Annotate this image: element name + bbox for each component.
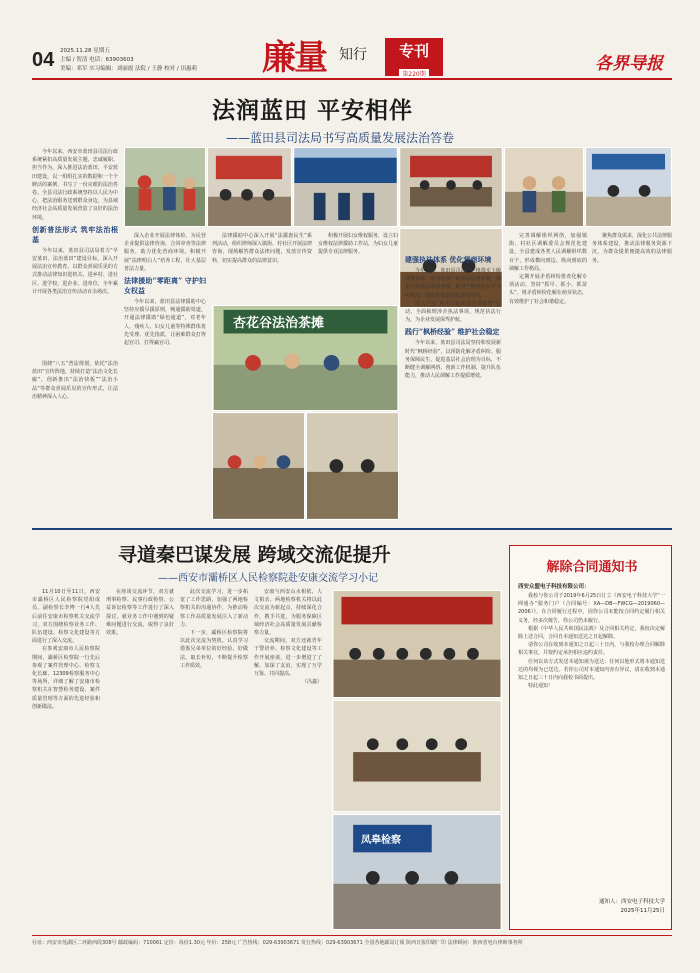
photo-villagers [306,412,399,520]
logo-subtext: 知行 [339,47,367,63]
notice-recipient: 西安众盟电子科技有限公司： [518,584,590,590]
notice-title: 解除合同通知书 [546,560,638,575]
article1-para: 深入开展“涉企行政执法专项监督”行动，全面梳理涉企执法事项，规范执法行为，为企业发展保驾护航。 [405,300,501,324]
photo-meeting-room [399,147,503,227]
newspaper-logo [262,30,382,80]
article2-para: 此次交流学习，进一步拓宽了工作思路，加强了两地检察机关的沟通协作，为推动检察工作高质量发展注入了新动力。 [180,589,248,628]
article1-subhead-b: 法律援助“零距离” 守护妇女权益 [124,276,206,296]
article1-column-3 [212,232,312,302]
notice-signer: 通知人：西安电子科技大学 [598,899,665,905]
footer-rule [32,935,672,936]
article1-para: 今年以来，蓝田县法律援助中心坚持应援尽援原则，畅通援助渠道，开通法律援助“绿色通道”，对老年人、残疾人、妇女儿童等特殊群体优先受理、优先指派，让困难群众打得起官司、打得赢官司。 [124,299,206,347]
article1-title: 法润蓝田 平安相伴 [212,97,414,124]
article1-subhead-c: 建强执法体系 优化营商环境 [405,255,492,264]
article1-para: 今年以来，蓝田县司法局严格落实上级部署要求，充分发挥行政执法监督职能，强化行政执法监督考核，推进严格规范公正文明执法，持续优化法治化营商环境。 [405,268,501,299]
article2-column-1 [32,588,100,928]
article1-para: 今年以来，蓝田县司法局着力“早安蓝田，法治蓝田”建设目标，深入开展法治宣传教育，以群众喜闻乐见的方式推动法律知识进机关、进乡村、进社区、进学校、进企业、进单位，全年累计开展各类法治宣传活动百余场次。 [32,247,118,295]
footer-info: 社址：西安市莲湖区二环路西段308号 邮政编码：710061 定价：每份1.30元 年价：258元 广告热线：029-63903671 发行热线：029-63903671 全国各地邮局订阅 陕西日报印刷厂印 法律顾问：陕西省电台律师事务所 [32,940,523,946]
article2-para: 11月10日至11日，西安市灞桥区人民检察院党组成员、副检察长李博一行4人先后前往安康市检察机关交流学习，双方围绕检察业务工作、队伍建设、检察文化建设等方面进行了深入交流。 [32,589,100,645]
photo-classroom [207,147,292,227]
photo-volunteers [124,147,206,227]
article1-para: 积极开展妇女维权服务，设立妇女维权法律援助工作站，为妇女儿童提供专业法律服务。 [318,233,398,256]
notice-body [518,592,665,690]
termination-notice [509,545,672,930]
article1-intro: 今年以来，西安市蓝田县司法行政系统紧扣高质量发展主题，忠诚履职、担当作为，深入推进法治蓝田、平安蓝田建设，以一组组扎实的数据和一个个鲜活的案例，书写了一份亮眼的法治答卷。全县司法行政系统坚持以人民为中心，把法治服务送到群众身边，为县域经济社会高质量发展营造了良好的法治环境。 [32,149,118,221]
photo-procuratorate-visit [332,814,502,930]
article1-para: 今年以来，蓝田县司法局坚持和发展新时代“枫桥经验”，以预防化解矛盾纠纷、服务保障民生、促进基层社会治理为目标，不断健全调解网络、创新工作机制、提升队伍能力，推动人民调解工作提质增效。 [405,340,501,380]
notice-para: 特此通知！ [528,683,554,690]
article2-column-3 [180,588,248,928]
photo-service-window [585,147,672,227]
article1-para: 法律援助中心深入开展“法援惠民生”系列活动，组织律师深入镇街、村社区开展法律咨询，现场解答群众法律问题，发放宣传资料，切实提高群众的法律意识。 [212,233,312,264]
logo-text: 廉量 [262,38,326,78]
article1-column-2 [124,232,206,520]
notice-para: 任何以该方式发送本通知视为送达；任何以他形式将本通知送达的均视为已送达。若你公司对本通知内容有异议，请在收到本通知之日起三十日内向我校书面提出。 [518,658,665,682]
editor-info: 主编 / 贺清 电话：63903603 [60,57,134,63]
photo-meeting-table [332,700,502,812]
article1-para: 聚焦群众需求，深化公共法律服务体系建设，推动法律服务资源下沉，为群众提供便捷高效的法律服务。 [592,233,672,264]
article2-subtitle: ——西安市灞桥区人民检察院赴安康交流学习小记 [158,573,378,584]
article2-para: 安康与西安山水相依、人文相亲，两地检察机关将以此次交流为新起点，持续深化合作，携手共进，为服务保障区域经济社会高质量发展贡献检察力量。 [254,589,322,637]
notice-para: 请你公司在收到本通知之日起三十日内，与我校办理合同解除相关事宜，并按约定承担相应违约责任。 [518,642,665,657]
article2-column-2 [106,588,174,928]
article1-subhead-a: 创新普法形式 筑牢法治根基 [32,224,118,244]
page-number: 04 [32,49,55,71]
article1-column-1b [32,360,118,520]
banner-text: 杏花谷法治茶摊 [233,316,325,331]
issue-date: 2025.11.28 星期五 [60,48,110,54]
photo-sign-text: 凤皋检察 [361,835,401,846]
photo-law-tea-stall [212,305,399,411]
photo-group-seminar [332,590,502,698]
article2-para: 在座谈交流环节，双方就刑事检察、民事行政检察、公益诉讼检察等工作进行了深入探讨，就业务工作中遇到的疑难问题进行交流，取得了良好效果。 [106,589,174,637]
notice-signature [570,898,665,916]
article1-para: 围绕“八五”普法规划，依托“法治蓝田”宣传阵地，持续打造“法治文化长廊”，创新推出“法治快板”“法治小品”等群众喜闻乐见的宣传形式，让法治精神深入人心。 [32,361,118,400]
special-label: 专刊 [398,42,429,60]
article1-column-5 [405,252,501,524]
section-name: 各界导报 [595,54,663,74]
masthead [0,0,700,84]
photo-outdoor-event [212,412,305,520]
staff-info: 美编：邓军 实习编辑：刘丽霞 法院 / 王静 校对 / 田惠莉 [60,66,197,72]
notice-para: 根据《中华人民共和国民法典》及合同相关约定，我校决定解除上述合同，合同自本通知送达之日起解除。 [518,625,665,641]
article2-para: 下一步，灞桥区检察院将以此次交流为契机，认真学习借鉴兄弟单位的好经验、好做法，取长补短，不断提升检察工作质效。 [180,630,248,669]
article1-subtitle: ——蓝田县司法局书写高质量发展法治答卷 [226,131,455,145]
article1-para: 定期开展矛盾纠纷排查化解专项活动，坚持“抓早、抓小、抓苗头”，将矛盾纠纷化解在萌芽状态，有效维护了社会和谐稳定。 [509,274,587,305]
article2-column-4 [254,588,322,928]
article1-para: 完善调解组织网络，加强镇街、村社区调解委员会规范化建设，全县建成各类人民调解组织数百个，形成横向到边、纵向到底的调解工作格局。 [509,233,587,272]
article1-column-6 [509,232,587,522]
section-separator [32,528,672,530]
article2-para: 在参观安康市人民检察院期间，灞桥区检察院一行先后参观了案件管理中心、检察文化长廊、12309检察服务中心等场所，详细了解了安康市检察机关在智慧检务建设、案件质量管理等方面的先进经验和创新做法。 [32,646,100,710]
masthead-rule [32,78,672,80]
photo-police-station [293,147,398,227]
notice-para: 我校与你公司于2019年6月25日订立《西安电子科技大学“一网通办”服务门户（合同编号：XA—DB—FWCG—2019060—2006）》，在合同履行过程中，因你公司未能按合同约定履行相关义务，经多次催告，你公司仍未履行。 [518,593,665,624]
photo-consultation [504,147,584,227]
article2-para: 交流期间，双方还就青年干警培养、检察文化建设等工作开展座谈，进一步增进了了解、加深了友谊，实现了互学互鉴、共同提高。 [254,638,322,678]
article1-column-1 [32,148,118,358]
special-issue: 第220期 [399,69,428,78]
special-edition-badge [385,38,443,76]
article2-author: （冯鑫） [301,679,322,686]
notice-date: 2025年11月25日 [620,908,665,914]
article2-title: 寻道秦巴谋发展 跨域交流促提升 [118,544,391,566]
article1-column-4 [318,232,398,302]
article1-subhead-d: 践行“枫桥经验” 维护社会稳定 [405,327,500,337]
article1-column-7 [592,232,672,522]
article1-para: 深入企业开展法律体检，为民营企业提供法律咨询、合同审查等法律服务，助力优化营商环境。积极开展“法律明白人”培养工程，壮大基层普法力量。 [124,233,206,272]
